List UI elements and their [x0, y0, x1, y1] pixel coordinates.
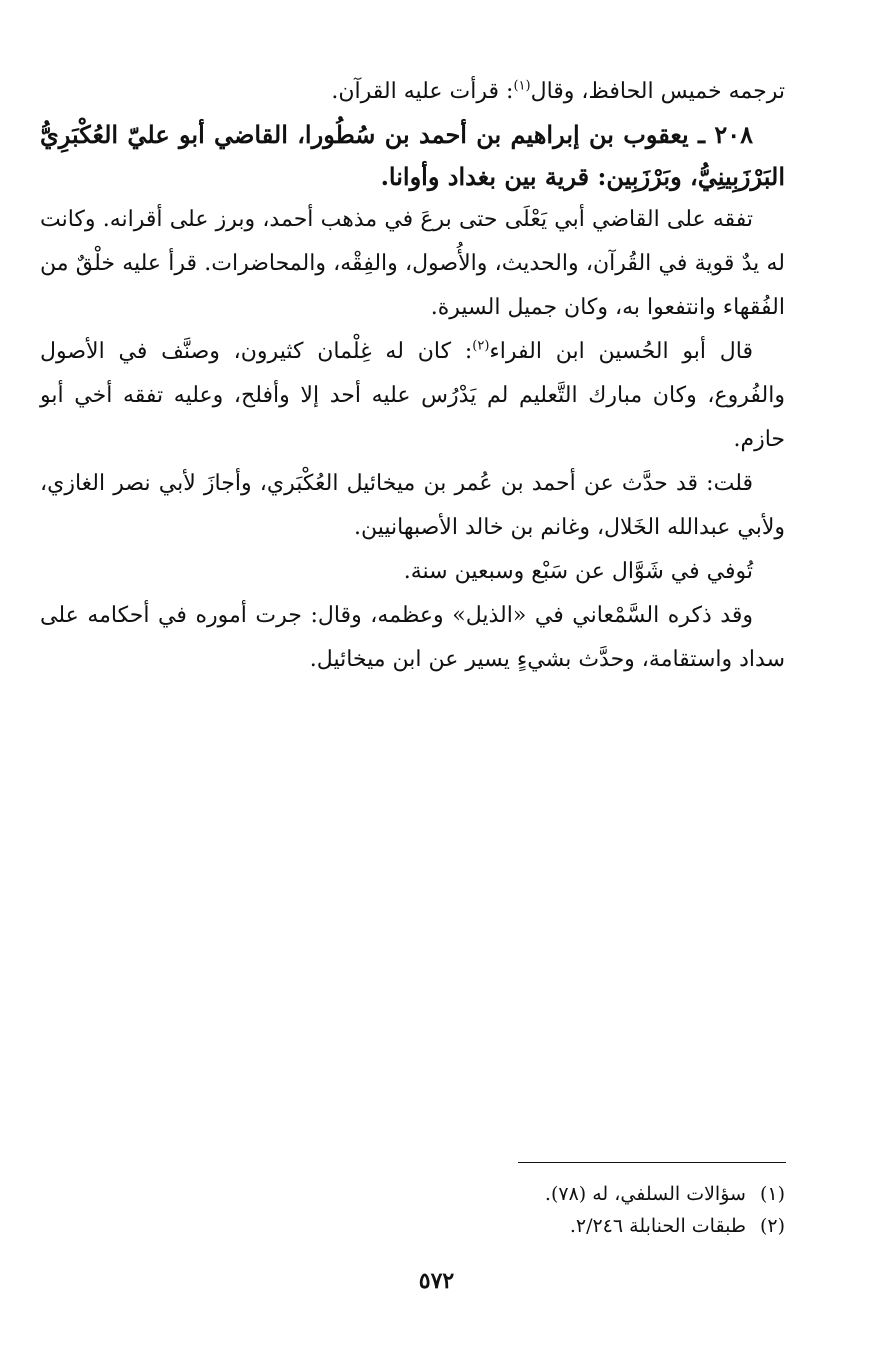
footnote-2-number: (٢) — [759, 1215, 785, 1237]
footnote-ref-2[interactable]: (٢) — [472, 338, 490, 354]
paragraph-2-start: قال أبو الحُسين ابن الفراء — [489, 339, 753, 364]
footnote-2 — [40, 1210, 785, 1242]
footnote-ref-1[interactable]: (١) — [513, 78, 531, 94]
paragraph-4: تُوفي في شَوَّال عن سَبْع وسبعين سنة. — [403, 559, 753, 584]
footnote-1 — [40, 1178, 785, 1210]
paragraph-2-end: : كان له غِلْمان كثيرون، وصنَّف في الأصول والفُروع، وكان مبارك التَّعليم لم يَدْرُس عليه أحد إلا وأفلح، وعليه تفقه أخي أبو حازم. — [40, 339, 785, 452]
footnote-1-text: سؤالات السلفي، له (٧٨). — [544, 1183, 746, 1205]
intro-line — [40, 70, 785, 114]
paragraph-3: قلت: قد حدَّث عن أحمد بن عُمر بن ميخائيل العُكْبَري، وأجازَ لأبي نصر الغازي، ولأبي عبدالله الخَلال، وغانم بن خالد الأصبهانيين. — [40, 471, 785, 540]
entry-heading: ٢٠٨ ـ يعقوب بن إبراهيم بن أحمد بن سُطُورا، القاضي أبو عليّ العُكْبَرِيُّ البَرْزَبِينِيُّ، وبَرْزَبِين: قرية بين بغداد وأوانا. — [40, 120, 785, 191]
intro-tail: : قرأت عليه القرآن. — [331, 79, 514, 104]
footnote-1-number: (١) — [759, 1183, 785, 1205]
paragraph-1: تفقه على القاضي أبي يَعْلَى حتى برعَ في مذهب أحمد، وبرز على أقرانه. وكانت له يدٌ قوية في القُرآن، والحديث، والأُصول، والفِقْه، والمحاضرات. قرأ عليه خلْقٌ من الفُقهاء وانتفعوا به، وكان جميل السيرة. — [40, 207, 785, 320]
paragraph-2 — [40, 330, 785, 462]
intro-text: ترجمه خميس الحافظ، وقال — [530, 79, 785, 104]
footnotes — [40, 1178, 785, 1242]
page-number: ٥٧٢ — [418, 1268, 455, 1294]
footnote-divider — [518, 1162, 786, 1163]
page-body — [40, 70, 785, 682]
footnote-2-text: طبقات الحنابلة ٢/٢٤٦. — [569, 1215, 746, 1237]
paragraph-5: وقد ذكره السَّمْعاني في «الذيل» وعظمه، وقال: جرت أموره في أحكامه على سداد واستقامة، وحدَّث بشيءٍ يسير عن ابن ميخائيل. — [40, 603, 785, 672]
